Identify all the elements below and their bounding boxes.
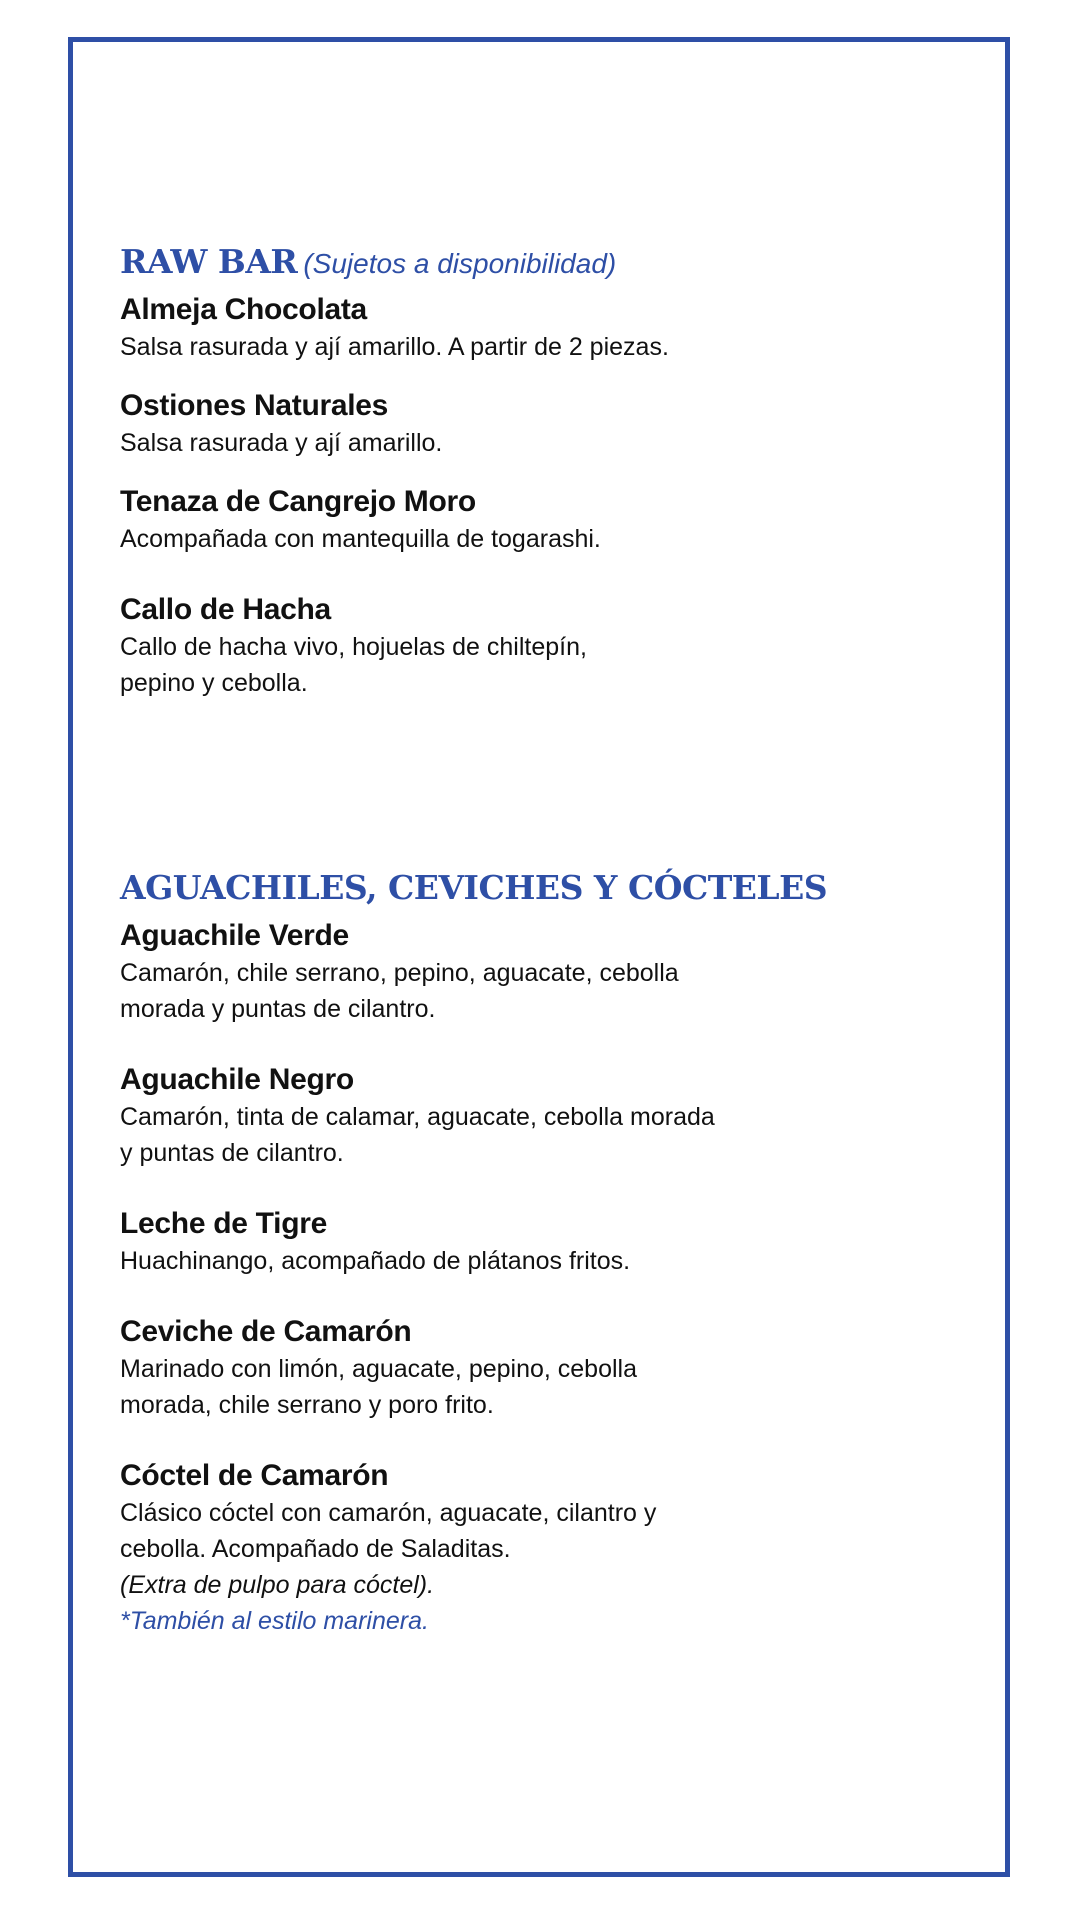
item-name: Aguachile Negro [120, 1063, 354, 1096]
aguachiles-section [120, 866, 940, 1639]
raw-bar-title: RAW BAR [120, 242, 298, 281]
item-description: pepino y cebolla. [120, 669, 308, 697]
raw-bar-header [120, 240, 940, 291]
menu-item-ostiones-naturales [120, 387, 940, 461]
menu-item-almeja-chocolata [120, 291, 940, 365]
item-description: y puntas de cilantro. [120, 1139, 344, 1167]
item-style-note: *También al estilo marinera. [120, 1607, 429, 1635]
raw-bar-availability-note: (Sujetos a disponibilidad) [303, 248, 617, 279]
item-extra-note: (Extra de pulpo para cóctel). [120, 1571, 435, 1599]
menu-item-callo-de-hacha [120, 591, 940, 701]
item-description: Callo de hacha vivo, hojuelas de chiltepín, [120, 633, 587, 661]
menu-item-coctel-de-camaron [120, 1457, 940, 1639]
item-name: Ostiones Naturales [120, 389, 389, 422]
item-description: Clásico cóctel con camarón, aguacate, cilantro y [120, 1499, 657, 1527]
item-description: Camarón, tinta de calamar, aguacate, cebolla morada [120, 1103, 715, 1131]
menu-item-aguachile-negro [120, 1061, 940, 1171]
item-description: cebolla. Acompañado de Saladitas. [120, 1535, 511, 1563]
item-description: morada, chile serrano y poro frito. [120, 1391, 494, 1419]
item-name: Tenaza de Cangrejo Moro [120, 485, 476, 518]
item-description: Camarón, chile serrano, pepino, aguacate, cebolla [120, 959, 679, 987]
item-name: Callo de Hacha [120, 593, 331, 626]
item-description: Salsa rasurada y ají amarillo. [120, 429, 443, 457]
menu-item-ceviche-de-camaron [120, 1313, 940, 1423]
aguachiles-title: AGUACHILES, CEVICHES Y CÓCTELES [120, 868, 828, 907]
item-name: Almeja Chocolata [120, 293, 367, 326]
item-description: Huachinango, acompañado de plátanos fritos. [120, 1247, 631, 1275]
item-description: Salsa rasurada y ají amarillo. A partir de 2 piezas. [120, 333, 669, 361]
menu-item-tenaza-de-cangrejo-moro [120, 483, 940, 557]
item-description: morada y puntas de cilantro. [120, 995, 436, 1023]
item-name: Cóctel de Camarón [120, 1459, 389, 1492]
item-name: Ceviche de Camarón [120, 1315, 412, 1348]
raw-bar-section [120, 240, 940, 701]
menu-item-aguachile-verde [120, 917, 940, 1027]
aguachiles-header [120, 866, 940, 917]
menu-item-leche-de-tigre [120, 1205, 940, 1279]
item-name: Leche de Tigre [120, 1207, 327, 1240]
item-description: Marinado con limón, aguacate, pepino, cebolla [120, 1355, 638, 1383]
item-description: Acompañada con mantequilla de togarashi. [120, 525, 601, 553]
item-name: Aguachile Verde [120, 919, 349, 952]
